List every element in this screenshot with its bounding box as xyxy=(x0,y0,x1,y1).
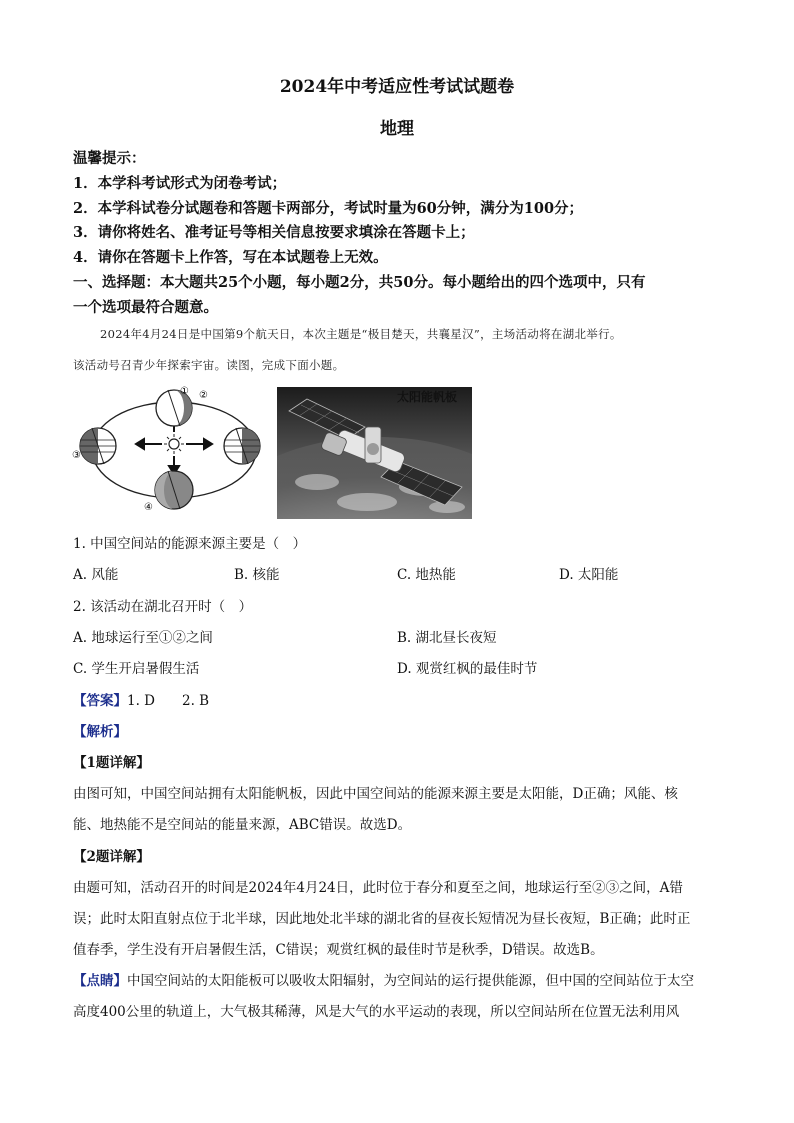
option-b: B. 核能 xyxy=(234,567,280,583)
detail-1-text: 由图可知，中国空间站拥有太阳能帆板，因此中国空间站的能源来源主要是太阳能，D正确；风能、核 xyxy=(73,786,678,802)
earth-orbit-diagram xyxy=(72,386,270,514)
detail-1-text: 能、地热能不是空间站的能量来源，ABC错误。故选D。 xyxy=(73,817,412,833)
answer-line xyxy=(73,689,209,709)
option-b: B. 湖北昼长夜短 xyxy=(397,630,497,646)
option-a: A. 地球运行至①②之间 xyxy=(73,630,213,646)
analysis-tag: 【解析】 xyxy=(73,724,127,740)
section-heading-cont: 一个选项最符合题意。 xyxy=(73,299,218,316)
notice-heading: 温馨提示： xyxy=(73,150,146,167)
earth-bottom xyxy=(155,471,193,509)
photo-label: 太阳能帆板 xyxy=(397,390,458,404)
option-c: C. 学生开启暑假生活 xyxy=(73,661,200,677)
answer-tag: 【答案】 xyxy=(73,693,127,709)
detail-2-text: 误；此时太阳直射点位于北半球，因此地处北半球的湖北省的昼夜长短情况为昼长夜短，B正确；此时正 xyxy=(73,911,691,927)
tip-line xyxy=(73,969,694,989)
tip-tag: 【点睛】 xyxy=(73,973,127,989)
detail-2-tag: 【2题详解】 xyxy=(73,849,150,865)
notice-item: 4．请你在答题卡上作答，写在本试题卷上无效。 xyxy=(73,249,388,266)
question-stem: 1. 中国空间站的能源来源主要是（ ） xyxy=(73,536,307,552)
notice-item: 2．本学科试卷分试题卷和答题卡两部分，考试时量为60分钟，满分为100分； xyxy=(73,200,584,217)
notice-item: 1．本学科考试形式为闭卷考试； xyxy=(73,175,287,192)
intro-text: 该活动号召青少年探索宇宙。读图，完成下面小题。 xyxy=(73,358,345,372)
section-heading: 一、选择题：本大题共25个小题，每小题2分，共50分。每小题给出的四个选项中，只有 xyxy=(73,274,646,291)
option-d: D. 观赏红枫的最佳时节 xyxy=(397,661,538,677)
question-stem: 2. 该活动在湖北召开时（ ） xyxy=(73,599,253,615)
subject-title: 地理 xyxy=(380,119,414,139)
intro-text: 2024年4月24日是中国第9个航天日，本次主题是“极目楚天，共襄星汉”，主场活动将在湖北举行。 xyxy=(100,327,622,341)
detail-2-text: 值春季，学生没有开启暑假生活，C错误；观赏红枫的最佳时节是秋季，D错误。故选B。 xyxy=(73,942,604,958)
space-station-photo xyxy=(277,387,472,519)
orbit-label: ③ xyxy=(72,450,81,461)
tip-text: 高度400公里的轨道上，大气极其稀薄，风是大气的水平运动的表现，所以空间站所在位置无法利用风 xyxy=(73,1004,680,1020)
earth-right xyxy=(224,428,260,464)
option-a: A. 风能 xyxy=(73,567,119,583)
orbit-label: ① xyxy=(180,386,189,397)
detail-1-tag: 【1题详解】 xyxy=(73,755,150,771)
notice-item: 3．请你将姓名、准考证号等相关信息按要求填涂在答题卡上； xyxy=(73,224,475,241)
detail-2-text: 由题可知，活动召开的时间是2024年4月24日，此时位于春分和夏至之间，地球运行至②③之间，A错 xyxy=(73,880,683,896)
orbit-label: ④ xyxy=(144,502,153,513)
exam-title: 2024年中考适应性考试试题卷 xyxy=(279,77,515,97)
tip-text: 中国空间站的太阳能板可以吸收太阳辐射，为空间站的运行提供能源，但中国的空间站位于太空 xyxy=(127,973,694,989)
option-d: D. 太阳能 xyxy=(559,567,619,583)
sun-icon xyxy=(164,434,184,454)
answer-text: 1. D 2. B xyxy=(127,693,210,709)
orbit-label: ② xyxy=(199,390,208,401)
earth-left xyxy=(80,428,116,464)
option-c: C. 地热能 xyxy=(397,567,456,583)
